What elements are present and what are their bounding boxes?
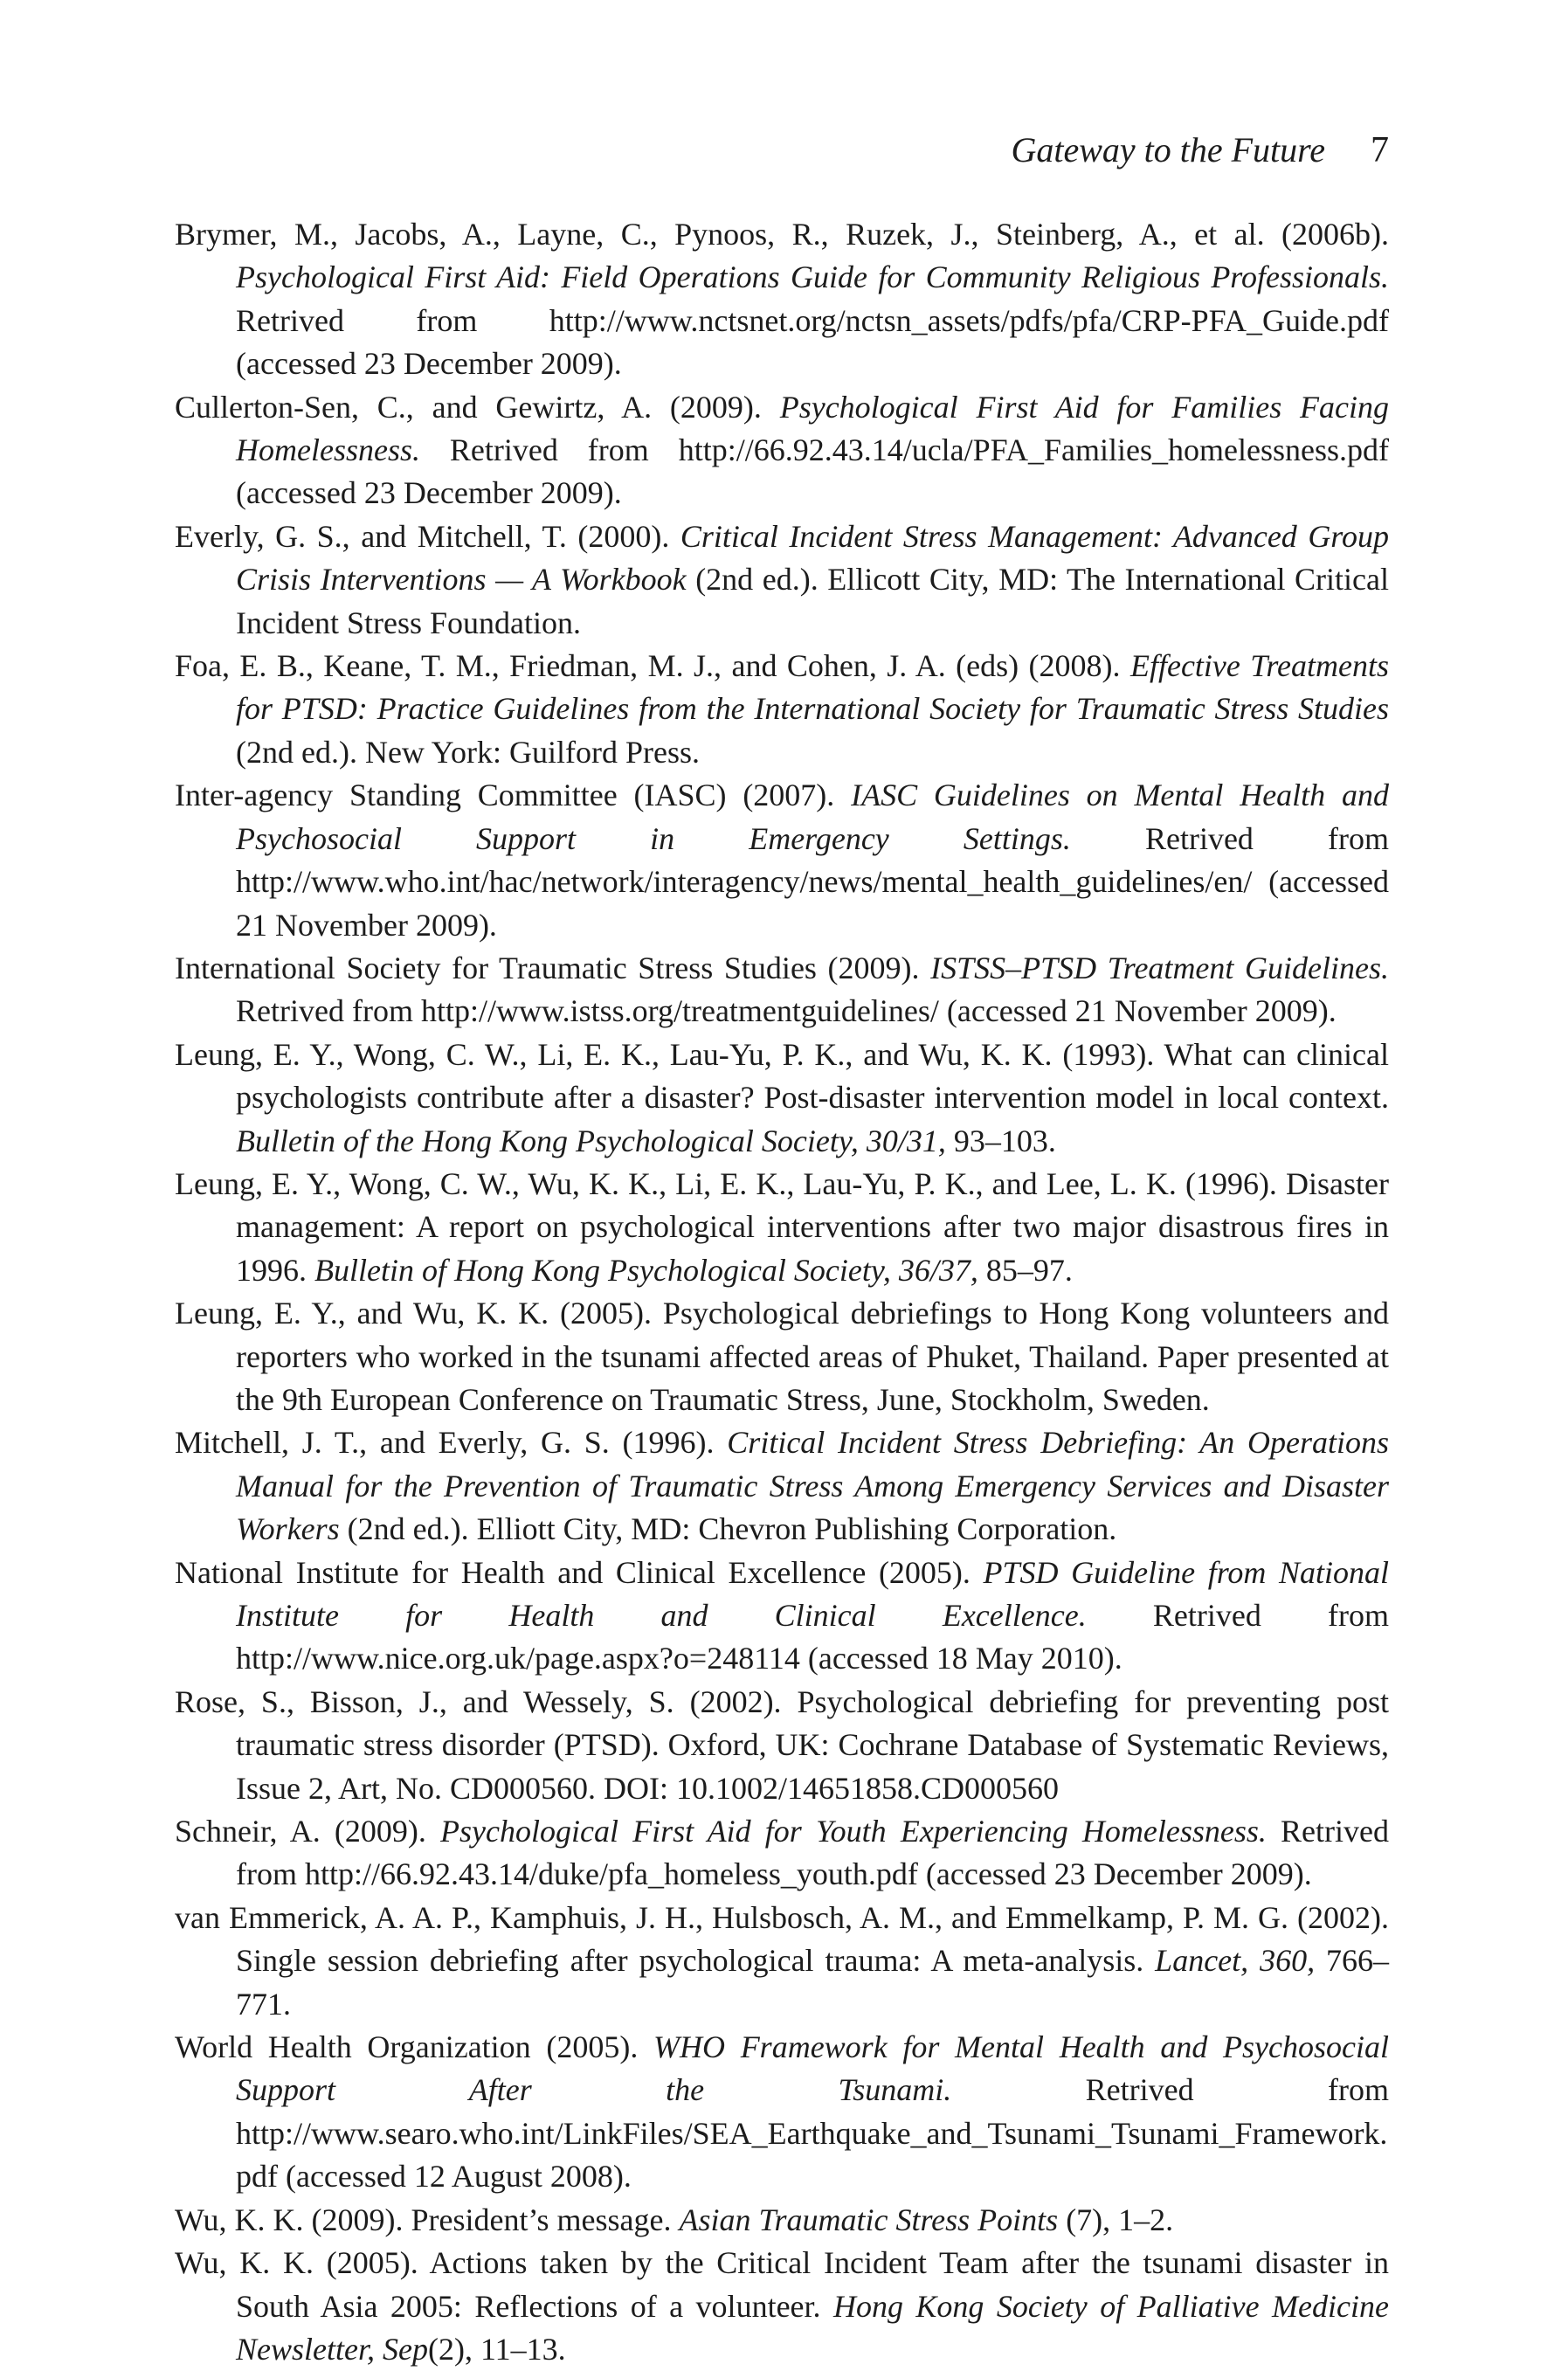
reference-text: Retrived from http://www.who.int/hac/network/interagency/news/mental_health_guidelines/en/ (accessed 21 November 2009).: [236, 820, 1389, 943]
reference-text: World Health Organization (2005).: [175, 2029, 654, 2065]
reference-text: Brymer, M., Jacobs, A., Layne, C., Pynoos, R., Ruzek, J., Steinberg, A., et al. (2006b).: [175, 217, 1389, 252]
reference-text: Leung, E. Y., and Wu, K. K. (2005). Psychological debriefings to Hong Kong volunteers and reporters who worked in the tsunami affected areas of Phuket, Thailand. Paper presented at the 9th European Conference on Traumatic Stress, June, Stockholm, Sweden.: [175, 1296, 1389, 1417]
reference-text: Cullerton-Sen, C., and Gewirtz, A. (2009).: [175, 389, 780, 425]
reference-text: (2), 11–13.: [427, 2331, 566, 2367]
reference-title: Bulletin of Hong Kong Psychological Society, 36/37,: [314, 1252, 978, 1288]
reference-item: [175, 1897, 1389, 2026]
reference-title: WHO Framework for Mental Health and Psychosocial Support After the Tsunami.: [236, 2029, 1389, 2108]
reference-item: [175, 2026, 1389, 2199]
reference-title: Critical Incident Stress Debriefing: An Operations Manual for the Prevention of Traumatic Stress Among Emergency Services and Disaster Workers: [236, 1425, 1390, 1547]
reference-item: [175, 1810, 1389, 1897]
reference-title: IASC Guidelines on Mental Health and Psychosocial Support in Emergency Settings.: [236, 778, 1389, 856]
running-head: [175, 129, 1389, 171]
reference-title: ISTSS–PTSD Treatment Guidelines.: [930, 950, 1389, 985]
reference-text: van Emmerick, A. A. P., Kamphuis, J. H., Hulsbosch, A. M., and Emmelkamp, P. M. G. (2002). Single session debriefing after psychological trauma: A meta-analysis.: [175, 1899, 1389, 1979]
reference-text: 93–103.: [945, 1123, 1056, 1158]
reference-item: [175, 774, 1389, 947]
reference-text: 85–97.: [977, 1252, 1073, 1288]
reference-text: Retrived from http://66.92.43.14/ucla/PFA_Families_homelessness.pdf (accessed 23 December 2009).: [236, 432, 1389, 511]
reference-item: [175, 947, 1389, 1033]
reference-text: (2nd ed.). Ellicott City, MD: The International Critical Incident Stress Foundation.: [236, 562, 1390, 640]
reference-item: [175, 386, 1389, 515]
reference-title: Psychological First Aid: Field Operations Guide for Community Religious Professionals.: [236, 259, 1389, 295]
reference-item: [175, 2199, 1389, 2242]
reference-text: Retrived from http://66.92.43.14/duke/pfa_homeless_youth.pdf (accessed 23 December 2009).: [236, 1814, 1389, 1892]
reference-item: [175, 1033, 1389, 1163]
running-head-title: Gateway to the Future: [1011, 130, 1325, 169]
reference-text: Wu, K. K. (2009). President’s message.: [175, 2202, 680, 2237]
reference-list: [175, 213, 1389, 2371]
reference-item: [175, 1421, 1389, 1551]
reference-text: Retrived from http://www.istss.org/treatmentguidelines/ (accessed 21 November 2009).: [236, 993, 1337, 1029]
reference-title: Hong Kong Society of Palliative Medicine Newsletter, Sep: [236, 2288, 1389, 2367]
reference-item: [175, 515, 1389, 645]
reference-title: Bulletin of the Hong Kong Psychological Society, 30/31,: [236, 1123, 946, 1158]
reference-text: (2nd ed.). New York: Guilford Press.: [236, 734, 700, 770]
reference-text: National Institute for Health and Clinical Excellence (2005).: [175, 1554, 984, 1590]
reference-item: [175, 213, 1389, 386]
reference-item: [175, 645, 1389, 774]
reference-text: (7), 1–2.: [1058, 2202, 1174, 2237]
reference-text: (2nd ed.). Elliott City, MD: Chevron Publishing Corporation.: [339, 1511, 1117, 1547]
reference-title: Lancet, 360,: [1155, 1943, 1316, 1979]
reference-text: Mitchell, J. T., and Everly, G. S. (1996).: [175, 1425, 728, 1461]
reference-text: Retrived from http://www.nice.org.uk/page.aspx?o=248114 (accessed 18 May 2010).: [236, 1598, 1389, 1676]
reference-title: Psychological First Aid for Youth Experiencing Homelessness.: [440, 1814, 1267, 1849]
reference-text: Leung, E. Y., Wong, C. W., Wu, K. K., Li, E. K., Lau-Yu, P. K., and Lee, L. K. (1996). Disaster management: A report on psychological interventions after two major disastrous fires in 1996.: [175, 1165, 1389, 1288]
reference-item: [175, 1292, 1389, 1421]
reference-text: 766–771.: [236, 1943, 1390, 2022]
reference-text: Rose, S., Bisson, J., and Wessely, S. (2002). Psychological debriefing for preventing post traumatic stress disorder (PTSD). Oxford, UK: Cochrane Database of Systematic Reviews, Issue 2, Art, No. CD000560. DOI: 10.1002/14651858.CD000560: [175, 1683, 1389, 1806]
reference-text: Inter-agency Standing Committee (IASC) (2007).: [175, 778, 852, 813]
reference-title: PTSD Guideline from National Institute for Health and Clinical Excellence.: [236, 1554, 1390, 1633]
reference-text: Leung, E. Y., Wong, C. W., Li, E. K., Lau-Yu, P. K., and Wu, K. K. (1993). What can clinical psychologists contribute after a disaster? Post-disaster intervention model in local context.: [175, 1036, 1389, 1116]
reference-text: Schneir, A. (2009).: [175, 1814, 440, 1849]
reference-text: Foa, E. B., Keane, T. M., Friedman, M. J., and Cohen, J. A. (eds) (2008).: [175, 648, 1130, 684]
reference-text: International Society for Traumatic Stress Studies (2009).: [175, 950, 931, 985]
reference-item: [175, 1163, 1389, 1292]
reference-text: Wu, K. K. (2005). Actions taken by the Critical Incident Team after the tsunami disaster in South Asia 2005: Reflections of a volunteer.: [175, 2245, 1389, 2324]
reference-text: Retrived from http://www.nctsnet.org/nctsn_assets/pdfs/pfa/CRP-PFA_Guide.pdf (accessed 23 December 2009).: [236, 302, 1389, 382]
reference-title: Asian Traumatic Stress Points: [679, 2202, 1059, 2237]
reference-title: Psychological First Aid for Families Facing Homelessness.: [236, 389, 1389, 468]
reference-title: Effective Treatments for PTSD: Practice Guidelines from the International Society for Traumatic Stress Studies: [236, 648, 1389, 727]
reference-text: Retrived from http://www.searo.who.int/LinkFiles/SEA_Earthquake_and_Tsunami_Tsunami_Framework.pdf (accessed 12 August 2008).: [236, 2072, 1389, 2195]
reference-title: Critical Incident Stress Management: Advanced Group Crisis Interventions — A Workbook: [236, 518, 1389, 598]
reference-item: [175, 2242, 1389, 2371]
reference-item: [175, 1552, 1389, 1681]
reference-text: Everly, G. S., and Mitchell, T. (2000).: [175, 518, 680, 554]
page-number: 7: [1371, 130, 1389, 170]
reference-item: [175, 1681, 1389, 1810]
